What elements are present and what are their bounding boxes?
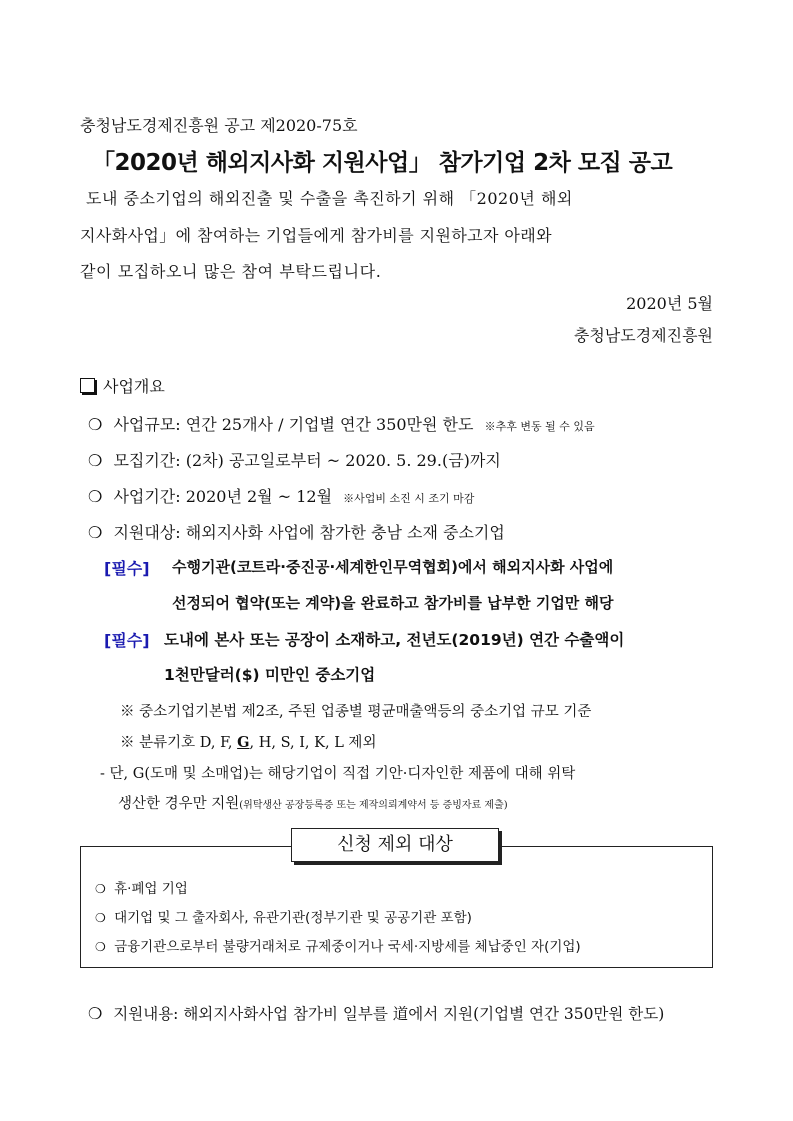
required-tag-1: [필수]: [104, 559, 150, 578]
required-2-line-2: 1천만달러($) 미만인 중소기업: [164, 666, 376, 684]
circle-bullet-icon: ❍: [88, 523, 103, 542]
exclusion-item: ❍ 금융기관으로부터 불량거래처로 규제중이거나 국세·지방세를 체납중인 자(기업): [95, 939, 581, 955]
notice-number: 충청남도경제진흥원 공고 제2020-75호: [80, 116, 358, 135]
circle-bullet-icon: ❍: [95, 911, 106, 925]
intro-line-2: 지사화사업」에 참여하는 기업들에게 참가비를 지원하고자 아래와: [80, 226, 552, 245]
circle-bullet-icon: ❍: [88, 415, 103, 434]
exclusion-box: [80, 846, 713, 968]
item-support-content: ❍ 지원내용: 해외지사화사업 참가비 일부를 道에서 지원(기업별 연간 350만원 한도): [88, 1004, 665, 1023]
issuer-name: 충청남도경제진흥원: [573, 326, 713, 345]
intro-line-3: 같이 모집하오니 많은 참여 부탁드립니다.: [80, 262, 382, 281]
item-scale: ❍ 사업규모: 연간 25개사 / 기업별 연간 350만원 한도 ※추후 변동 될 수 있음: [88, 415, 595, 434]
exclusion-item: ❍ 휴·폐업 기업: [95, 881, 188, 897]
item-target: ❍ 지원대상: 해외지사화 사업에 참가한 충남 소재 중소기업: [88, 523, 505, 542]
note-wholesale-line-1: - 단, G(도매 및 소매업)는 해당기업이 직접 기안·디자인한 제품에 대해 위탁: [100, 766, 576, 782]
note-classification: ※ 분류기호 D, F, G, H, S, I, K, L 제외: [120, 734, 377, 751]
note-wholesale-line-2: 생산한 경우만 지원(위탁생산 공장등록증 또는 제작의뢰계약서 등 증빙자료 제출): [118, 796, 508, 812]
page-title: 「2020년 해외지사화 지원사업」 참가기업 2차 모집 공고: [92, 150, 673, 176]
circle-bullet-icon: ❍: [88, 487, 103, 506]
required-2-line-1: 도내에 본사 또는 공장이 소재하고, 전년도(2019년) 연간 수출액이: [164, 631, 625, 649]
exclusion-item: ❍ 대기업 및 그 출자회사, 유관기관(정부기관 및 공공기관 포함): [95, 910, 472, 926]
intro-line-1: 도내 중소기업의 해외진출 및 수출을 촉진하기 위해 「2020년 해외: [86, 189, 573, 208]
item-business-period: ❍ 사업기간: 2020년 2월 ~ 12월 ※사업비 소진 시 조기 마감: [88, 487, 475, 506]
required-1-line-1: 수행기관(코트라·중진공·세계한인무역협회)에서 해외지사화 사업에: [172, 558, 614, 576]
required-tag-2: [필수]: [104, 631, 150, 650]
item-recruit-period: ❍ 모집기간: (2차) 공고일로부터 ~ 2020. 5. 29.(금)까지: [88, 451, 501, 470]
required-1-line-2: 선정되어 협약(또는 계약)을 완료하고 참가비를 납부한 기업만 해당: [172, 594, 614, 612]
circle-bullet-icon: ❍: [88, 451, 103, 470]
notice-date: 2020년 5월: [626, 294, 713, 313]
section-heading: 사업개요: [80, 374, 165, 397]
exclusion-title: 신청 제외 대상: [291, 828, 499, 862]
circle-bullet-icon: ❍: [95, 882, 106, 896]
note-sme-standard: ※ 중소기업기본법 제2조, 주된 업종별 평균매출액등의 중소기업 규모 기준: [120, 704, 592, 720]
checkbox-square-icon: [80, 378, 95, 393]
circle-bullet-icon: ❍: [88, 1004, 103, 1023]
circle-bullet-icon: ❍: [95, 940, 106, 954]
